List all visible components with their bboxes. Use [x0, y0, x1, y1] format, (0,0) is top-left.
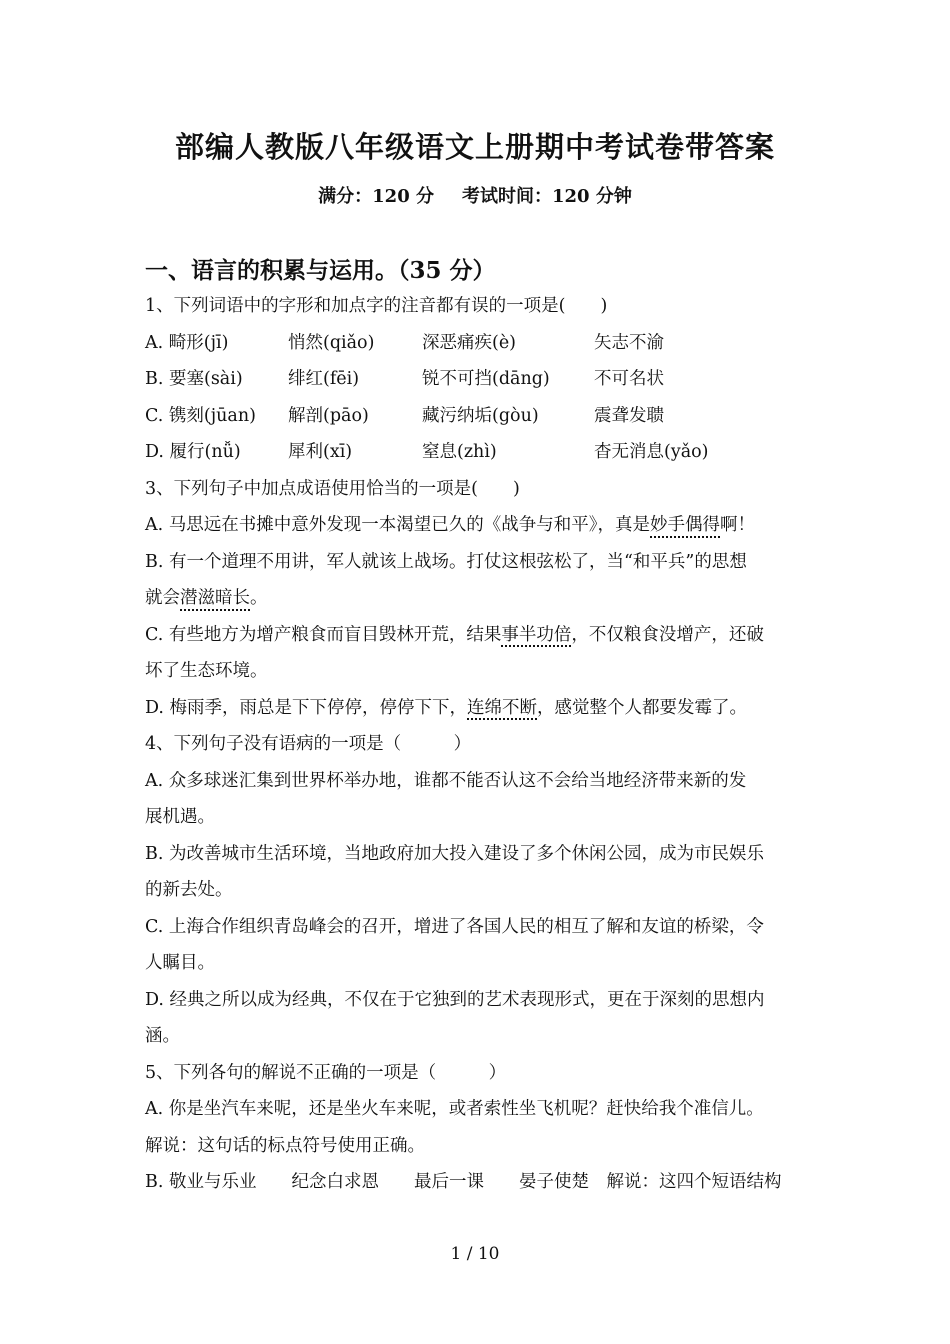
- option-cell: 杳无消息(yǎo): [594, 442, 709, 462]
- option-text: ，不仅粮食没增产，还破: [571, 624, 764, 645]
- option-line: C. 上海合作组织青岛峰会的召开，增进了各国人民的相互了解和友谊的桥梁，令: [145, 916, 764, 937]
- question-list: [145, 291, 815, 1204]
- option-line: 的新去处。: [145, 880, 233, 900]
- option-cell: 解剖(pāo): [288, 405, 369, 426]
- option-line: [145, 583, 815, 620]
- option-line: A. 你是坐汽车来呢，还是坐火车来呢，或者索性坐飞机呢？赶快给我个准信儿。: [145, 1099, 764, 1119]
- full-score: 满分：120 分: [318, 186, 434, 207]
- option-line: A. 众多球迷汇集到世界杯举办地，谁都不能否认这不会给当地经济带来新的发: [145, 770, 747, 791]
- option-cell: 藏污纳垢(gòu): [422, 405, 539, 426]
- option-cell: 犀利(xī): [288, 442, 353, 462]
- option-text: ，感觉整个人都要发霉了。: [537, 697, 748, 718]
- option-cell: A. 畸形(jī): [145, 332, 229, 353]
- option-cell: 深恶痛疾(è): [422, 332, 517, 353]
- dotted-idiom: 连绵不断: [467, 697, 538, 718]
- option-row: [145, 328, 815, 365]
- page-title: 部编人教版八年级语文上册期中考试卷带答案: [174, 130, 775, 164]
- option-cell: 绯红(fēi): [288, 369, 360, 389]
- option-line: D. 经典之所以成为经典，不仅在于它独到的艺术表现形式，更在于深刻的思想内: [145, 989, 765, 1010]
- option-line: 人瞩目。: [145, 953, 215, 973]
- option-cell: 矢志不渝: [594, 332, 664, 353]
- option-text: 啊！: [720, 515, 756, 535]
- option-cell: 悄然(qiǎo): [288, 332, 375, 353]
- option-row: [145, 364, 815, 401]
- question-stem: 5、下列各句的解说不正确的一项是（ ）: [145, 1062, 507, 1083]
- option-cell: 窒息(zhì): [422, 442, 497, 462]
- option-text: 就会: [145, 588, 180, 608]
- option-cell: 锐不可挡(dāng): [422, 369, 550, 389]
- exam-info: [0, 184, 950, 210]
- option-row: [145, 401, 815, 438]
- option-line: 展机遇。: [145, 807, 215, 827]
- dotted-idiom: 事半功倍: [501, 624, 572, 645]
- option-line: 坏了生态环境。: [145, 661, 268, 681]
- option-line: [145, 510, 815, 547]
- option-line: B. 为改善城市生活环境，当地政府加大投入建设了多个休闲公园，成为市民娱乐: [145, 843, 764, 864]
- option-line: 解说：这句话的标点符号使用正确。: [145, 1135, 425, 1156]
- option-line: [145, 620, 815, 657]
- option-cell: 震聋发聩: [594, 405, 664, 426]
- option-text: D. 梅雨季，雨总是下下停停，停停下下，: [145, 697, 468, 718]
- option-cell: D. 履行(nǚ): [145, 442, 241, 462]
- option-text: A. 马思远在书摊中意外发现一本渴望已久的《战争与和平》，真是: [145, 515, 651, 535]
- question-stem: 3、下列句子中加点成语使用恰当的一项是( ): [145, 478, 520, 499]
- question-stem: 4、下列句子没有语病的一项是（ ）: [145, 734, 472, 754]
- option-line: 涵。: [145, 1026, 180, 1046]
- option-text: C. 有些地方为增产粮食而盲目毁林开荒，结果: [145, 624, 502, 645]
- dotted-idiom: 妙手偶得: [650, 515, 721, 535]
- option-cell: B. 要塞(sài): [145, 369, 243, 389]
- option-text: 。: [250, 588, 268, 608]
- option-cell: 不可名状: [594, 369, 664, 389]
- option-cell: C. 镌刻(jūan): [145, 405, 256, 426]
- question-stem: 1、下列词语中的字形和加点字的注音都有误的一项是( ): [145, 296, 608, 316]
- exam-time: 考试时间：120 分钟: [462, 186, 632, 207]
- option-line: B. 有一个道理不用讲，军人就该上战场。打仗这根弦松了，当“和平兵”的思想: [145, 551, 747, 572]
- page-number: 1 / 10: [450, 1244, 500, 1264]
- option-row: [145, 437, 815, 474]
- section-heading: 一、语言的积累与运用。（35 分）: [145, 257, 496, 284]
- option-line: B. 敬业与乐业 纪念白求恩 最后一课 晏子使楚 解说：这四个短语结构: [145, 1172, 782, 1192]
- dotted-idiom: 潜滋暗长: [180, 588, 250, 608]
- option-line: [145, 693, 815, 730]
